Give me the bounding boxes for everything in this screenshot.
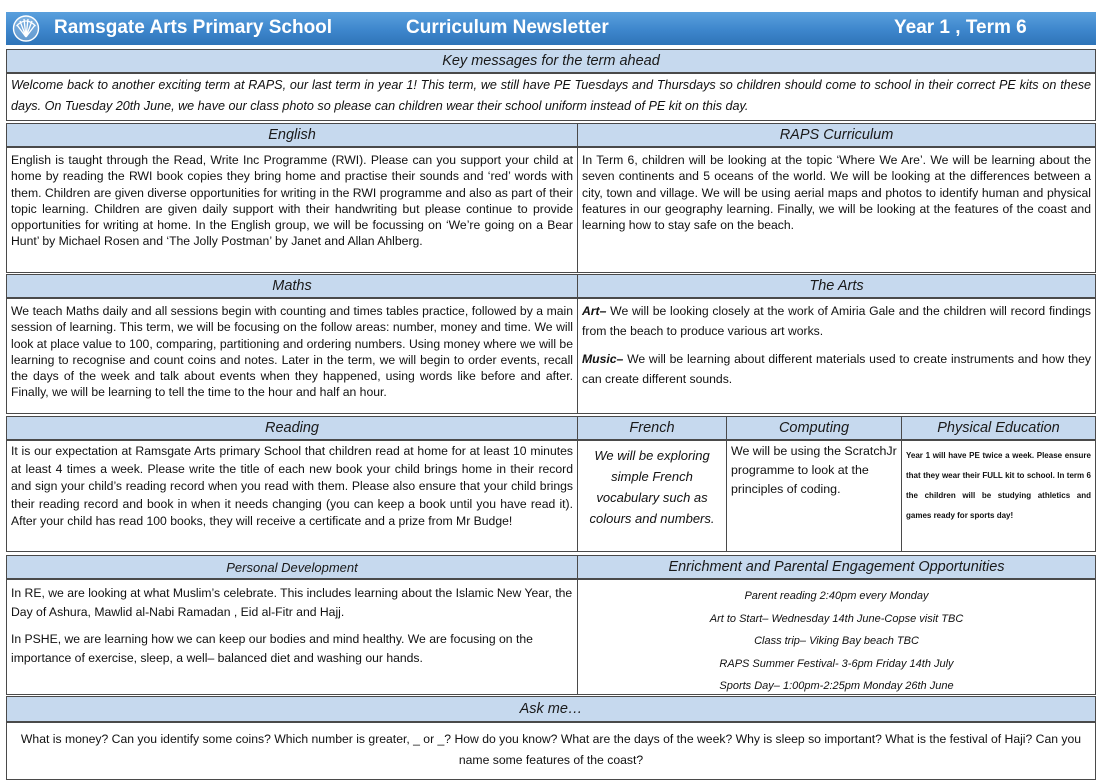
music-text: We will be learning about different materials used to create instruments and how they can create different sounds. [582,352,1091,386]
enrichment-header: Enrichment and Parental Engagement Opportunities [577,555,1096,579]
music-label: Music– [582,352,624,366]
ask-me-header: Ask me… [6,696,1096,722]
art-paragraph [582,302,1091,341]
enrichment-item: Sports Day– 1:00pm-2:25pm Monday 26th June [719,680,954,692]
french-text: We will be exploring simple French vocabulary such as colours and numbers. [589,448,715,526]
key-messages-header: Key messages for the term ahead [6,49,1096,73]
personal-development-panel [6,579,578,695]
english-header: English [6,123,578,147]
the-arts-text [578,299,1095,389]
enrichment-list [578,580,1095,695]
computing-text: We will be using the ScratchJr programme to look at the principles of coding. [731,444,897,496]
french-panel [577,440,727,552]
music-paragraph [582,350,1091,389]
personal-development-header: Personal Development [6,555,578,579]
enrichment-item: RAPS Summer Festival- 3-6pm Friday 14th July [719,657,954,670]
key-messages-panel [6,73,1096,121]
newsletter-title: Curriculum Newsletter [406,17,609,38]
physical-education-header: Physical Education [901,416,1096,440]
physical-education-text: Year 1 will have PE twice a week. Please ensure that they wear their FULL kit to school. In term 6 the children will be studying athletics and games ready for sports day! [906,451,1091,520]
maths-header: Maths [6,274,578,298]
re-paragraph: In RE, we are looking at what Muslim’s celebrate. This includes learning about the Islamic New Year, the Day of Ashura, Mawlid al-Nabi Ramadan , Eid al-Fitr and Hajj. [11,586,573,619]
ask-me-text: What is money? Can you identify some coins? Which number is greater, _ or _? How do you know? What are the days of the week? Why is sleep so important? What is the festival of Haji? Can you name some features of the coast? [20,732,1082,767]
title-banner [6,12,1096,45]
enrichment-item: Class trip– Viking Bay beach TBC [754,635,919,647]
raps-curriculum-header: RAPS Curriculum [577,123,1096,147]
reading-text: It is our expectation at Ramsgate Arts primary School that children read at home for at least 10 minutes at least 4 times a week. Please write the title of each new book your child brings home in their record and sign your child’s reading record when you read with them. Please also ensure that your child brings their reading record and book in when it needs changing (you can keep a book until you have read it). After your child has read 100 books, they will receive a certificate and a prize from Mr Budge! [11,444,573,529]
maths-panel [6,298,578,414]
raps-curriculum-text: In Term 6, children will be looking at the topic ‘Where We Are’. We will be learning about the seven continents and 5 oceans of the world. We will be looking at the differences between a city, town and village. We will be using aerial maps and photos to identify human and physical features in our geography learning. Finally, we will be looking at the features of the coast and learning how to stay safe on the beach. [582,153,1091,233]
english-panel [6,147,578,273]
ask-me-panel [6,722,1096,780]
reading-panel [6,440,578,552]
the-arts-header: The Arts [577,274,1096,298]
art-label: Art– [582,304,607,318]
french-header: French [577,416,727,440]
physical-education-panel [901,440,1096,552]
the-arts-panel [577,298,1096,414]
art-text: We will be looking closely at the work of Amiria Gale and the children will record findings from the beach to produce various art works. [582,304,1091,338]
raps-curriculum-panel [577,147,1096,273]
school-shell-logo-icon [12,15,40,42]
enrichment-item: Art to Start– Wednesday 14th June-Copse visit TBC [709,612,964,625]
enrichment-panel [577,579,1096,695]
computing-panel [726,440,902,552]
year-term: Year 1 , Term 6 [894,17,1027,38]
english-text: English is taught through the Read, Write Inc Programme (RWI). Please can you support your child at home by reading the RWI book copies they bring home and practise their sounds and ‘red’ words with them. Children are given diverse opportunities for writing in the RWI programme and also as part of their topic learning. Children are given daily support with their handwriting but please continue to provide opportunities for writing at home. In the English group, we will be focussing on ‘We’re going on a Bear Hunt’ by Michael Rosen and ‘The Jolly Postman’ by Janet and Allan Ahlberg. [11,153,573,249]
enrichment-item: Parent reading 2:40pm every Monday [744,590,929,602]
computing-header: Computing [726,416,902,440]
personal-development-text [7,580,577,667]
pshe-paragraph: In PSHE, we are learning how we can keep our bodies and mind healthy. We are focusing on the importance of exercise, sleep, a well– balanced diet and washing our hands. [11,632,533,665]
school-name: Ramsgate Arts Primary School [54,17,333,38]
reading-header: Reading [6,416,578,440]
key-messages-text: Welcome back to another exciting term at RAPS, our last term in year 1! This term, we still have PE Tuesdays and Thursdays so children should come to school in their correct PE kits on these days. On Tuesday 20th June, we have our class photo so please can children wear their school uniform instead of PE kit on this day. [11,78,1091,113]
maths-text: We teach Maths daily and all sessions begin with counting and times tables practice, followed by a main session of learning. This term, we will be focusing on the follow areas: number, money and time. We will look at place value to 100, comparing, partitioning and ordering numbers. Using money where we will be learning to recognise and count coins and notes. Later in the term, we will begin to order events, recall the days of the week and talk about events when they happened, using words like before and after. Finally, we will be learning to tell the time to the hour and half an hour. [11,304,573,400]
